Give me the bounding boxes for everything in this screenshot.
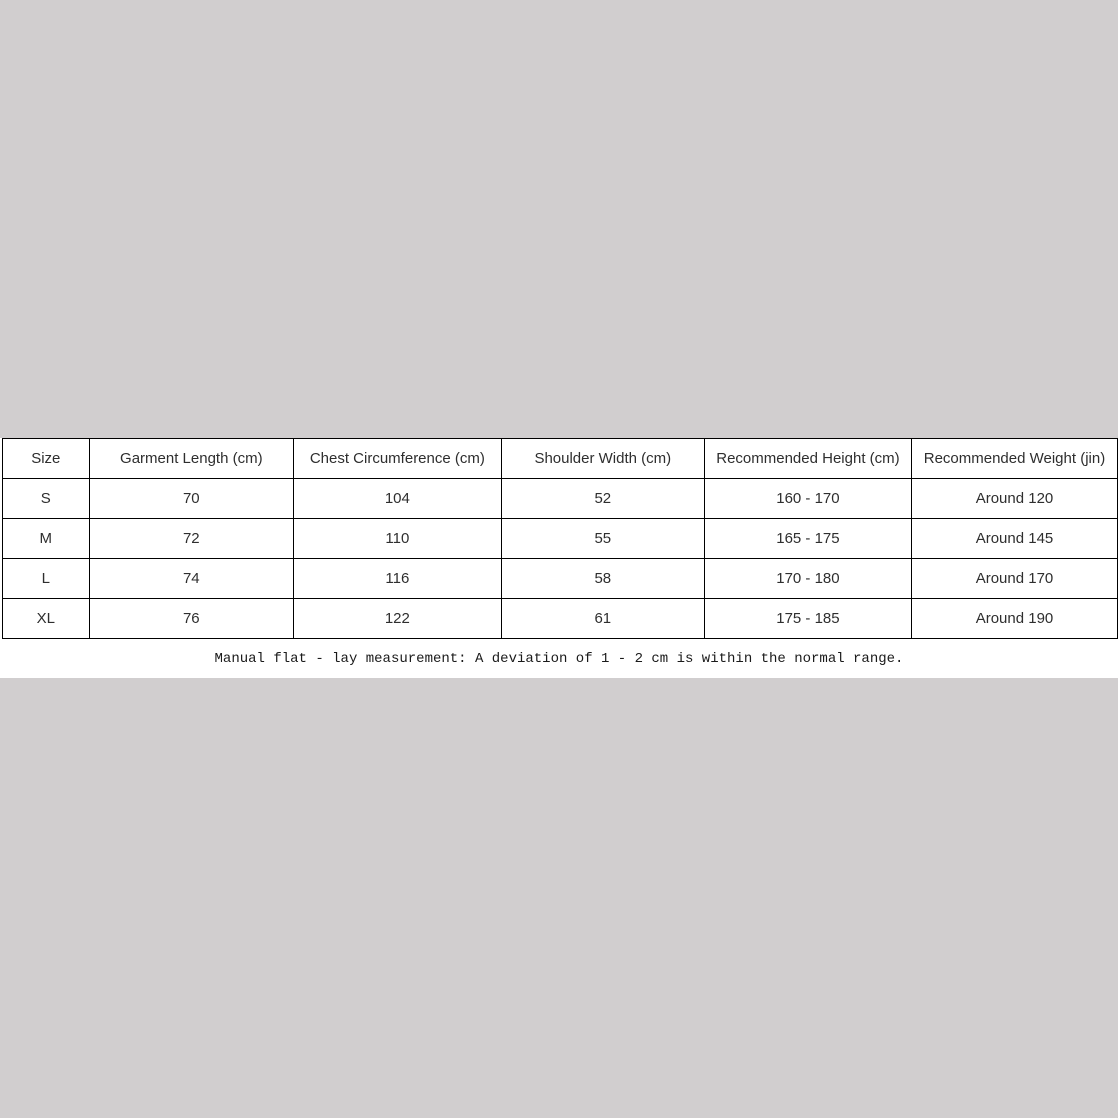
cell-shoulder-width: 52 — [501, 479, 704, 519]
header-cell-garment-length: Garment Length (cm) — [89, 439, 293, 479]
table-row-s — [3, 479, 1118, 519]
table-header-row — [3, 439, 1118, 479]
measurement-note — [0, 639, 1118, 678]
cell-recommended-height: 160 - 170 — [704, 479, 911, 519]
cell-chest-circumference: 122 — [294, 599, 502, 639]
cell-chest-circumference: 116 — [294, 559, 502, 599]
header-cell-size: Size — [3, 439, 90, 479]
cell-chest-circumference: 104 — [294, 479, 502, 519]
cell-size: XL — [3, 599, 90, 639]
table-row-xl — [3, 599, 1118, 639]
cell-garment-length: 72 — [89, 519, 293, 559]
table-row-l — [3, 559, 1118, 599]
cell-garment-length: 76 — [89, 599, 293, 639]
table-row-m — [3, 519, 1118, 559]
cell-recommended-weight: Around 120 — [911, 479, 1117, 519]
cell-garment-length: 70 — [89, 479, 293, 519]
cell-size: M — [3, 519, 90, 559]
cell-recommended-weight: Around 190 — [911, 599, 1117, 639]
header-cell-chest-circumference: Chest Circumference (cm) — [294, 439, 502, 479]
cell-recommended-height: 175 - 185 — [704, 599, 911, 639]
cell-chest-circumference: 110 — [294, 519, 502, 559]
cell-shoulder-width: 58 — [501, 559, 704, 599]
cell-recommended-height: 170 - 180 — [704, 559, 911, 599]
cell-garment-length: 74 — [89, 559, 293, 599]
cell-recommended-weight: Around 170 — [911, 559, 1117, 599]
cell-size: S — [3, 479, 90, 519]
cell-size: L — [3, 559, 90, 599]
header-cell-recommended-weight: Recommended Weight (jin) — [911, 439, 1117, 479]
cell-shoulder-width: 55 — [501, 519, 704, 559]
size-chart-table — [2, 438, 1118, 639]
header-cell-shoulder-width: Shoulder Width (cm) — [501, 439, 704, 479]
cell-recommended-height: 165 - 175 — [704, 519, 911, 559]
header-cell-recommended-height: Recommended Height (cm) — [704, 439, 911, 479]
cell-recommended-weight: Around 145 — [911, 519, 1117, 559]
measurement-note-text: Manual flat - lay measurement: A deviation of 1 - 2 cm is within the normal range. — [214, 650, 904, 667]
cell-shoulder-width: 61 — [501, 599, 704, 639]
